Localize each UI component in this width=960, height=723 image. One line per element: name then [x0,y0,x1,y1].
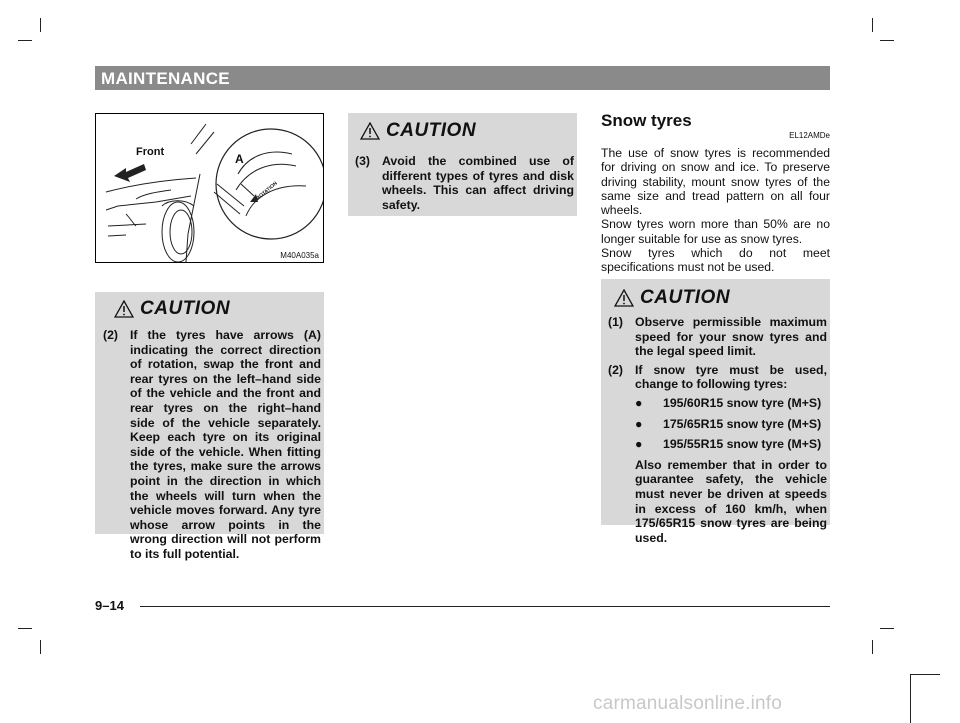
crop-mark [40,640,41,654]
item-number: (2) [608,362,624,377]
item-note: Also remember that in order to guarantee safety, the vehicle must never be driven at speeds in excess of 160 km/h, when 175/65R15 snow tyres are being used. [635,457,827,545]
paragraph: Snow tyres which do not meet specifications must not be used. [601,246,830,275]
item-text: Avoid the combined use of different types of tyres and disk wheels. This can affect driving safety. [382,154,574,212]
crop-mark [910,674,911,723]
warning-triangle-icon [614,289,634,307]
caution-title: CAUTION [640,287,731,308]
caution-item [355,154,574,212]
caution-body [103,328,321,562]
section-header-bar [95,66,830,90]
item-number: (3) [355,154,371,168]
crop-mark [880,40,894,41]
paragraph: The use of snow tyres is recommended for driving on snow and ice. To preserve driving stability, mount snow tyres of the same size and tread pattern on all four wheels. [601,146,830,218]
caution-box-middle [348,113,577,216]
caution-box-right [601,279,830,545]
front-label: Front [136,146,165,158]
warning-triangle-icon [360,122,380,140]
tyre-rotation-figure [95,113,324,263]
item-text: If the tyres have arrows (A) indicating the correct direction of rotation, swap the front and rear tyres on the left–hand side of the vehicle and the front and rear tyres on the right–hand side of the vehicle separately. Keep each tyre on its original side of the vehicle. When fitting the tyres, make sure the arrows point in the direction in which the wheels will turn when the vehicle moves forward. Any tyre whose arrow points in the wrong direction will not perform to its full potential. [130,328,321,561]
list-item [635,396,827,411]
crop-mark [18,40,32,41]
watermark: carmanualsonline.info [593,693,783,714]
list-item [635,417,827,432]
caution-heading [360,120,476,142]
section-body [601,146,830,275]
bullet-icon: ● [635,416,643,431]
bullet-icon: ● [635,437,643,452]
caution-item [608,363,827,546]
tyre-size-list [635,396,827,452]
paragraph: Snow tyres worn more than 50% are no longer suitable for use as snow tyres. [601,217,830,246]
list-item-text: 195/55R15 snow tyre (M+S) [663,437,822,452]
section-title: Snow tyres [601,111,692,130]
page-number: 9–14 [95,598,124,613]
caution-heading [114,298,230,320]
caution-title: CAUTION [140,298,231,319]
car-wheel-illustration [96,114,323,262]
figure-code: M40A035a [280,251,319,260]
caution-item [608,315,827,359]
item-text: Observe permissible maximum speed for your snow tyres and the legal speed limit. [635,315,827,359]
list-item [635,437,827,452]
crop-mark [40,18,41,32]
crop-mark [910,674,940,675]
arrow-a-label: A [235,152,244,166]
warning-triangle-icon [114,300,134,318]
footer-divider [140,606,830,607]
caution-title: CAUTION [386,120,477,141]
item-content [635,363,827,546]
section-code: EL12AMDe [789,131,830,140]
caution-body [608,315,827,545]
crop-mark [872,18,873,32]
bullet-icon: ● [635,395,643,410]
list-item-text: 195/60R15 snow tyre (M+S) [663,395,822,410]
crop-mark [18,628,32,629]
item-number: (2) [103,328,119,342]
front-arrow-icon [114,164,146,182]
crop-mark [872,640,873,654]
caution-body [355,154,574,212]
list-item-text: 175/65R15 snow tyre (M+S) [663,416,822,431]
caution-item [103,328,321,562]
item-number: (1) [608,315,624,329]
caution-box-left [95,292,324,561]
rotation-label: ROTATION [255,180,279,202]
crop-mark [880,628,894,629]
section-header-title: MAINTENANCE [101,69,230,88]
caution-heading [614,287,730,309]
item-text: If snow tyre must be used, change to following tyres: [635,362,827,392]
